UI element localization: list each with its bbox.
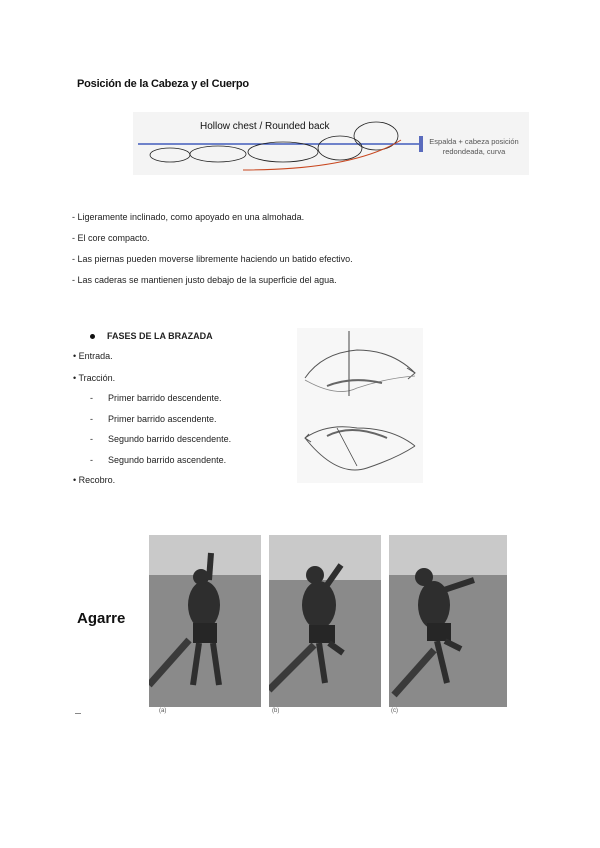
photo-caption-a: (a)	[159, 708, 167, 714]
list-item: - Las piernas pueden moverse libremente haciendo un batido efectivo.	[72, 254, 353, 264]
phase-recobro: • Recobro.	[73, 475, 116, 485]
photo-caption-c: (c)	[391, 708, 398, 714]
list-item: - El core compacto.	[72, 233, 150, 243]
section-title-body-position: Posición de la Cabeza y el Cuerpo	[77, 78, 249, 90]
stroke-path-diagram	[297, 328, 423, 483]
body-position-list	[72, 207, 353, 291]
phase-traccion: • Tracción.	[73, 373, 116, 383]
swimmer-photo-a	[149, 535, 261, 707]
swimmer-photo-c	[389, 535, 507, 707]
divider	[75, 713, 81, 714]
section-title-agarre: Agarre	[77, 610, 126, 627]
diagram-label: Hollow chest / Rounded back	[200, 121, 330, 132]
swimmer-photo-b	[269, 535, 381, 707]
list-item: - Ligeramente inclinado, como apoyado en una almohada.	[72, 212, 305, 222]
sub-phase-4: - Segundo barrido ascendente.	[90, 455, 227, 465]
phases-heading: FASES DE LA BRAZADA	[90, 331, 213, 341]
bullet-icon	[90, 334, 95, 339]
list-item: - Las caderas se mantienen justo debajo de la superficie del agua.	[72, 275, 337, 285]
sub-phase-3: - Segundo barrido descendente.	[90, 434, 232, 444]
sub-phase-1: - Primer barrido descendente.	[90, 393, 222, 403]
diagram-note: Espalda + cabeza posición redondeada, curva	[429, 137, 519, 156]
phase-entrada: • Entrada.	[73, 351, 113, 361]
sub-phase-2: - Primer barrido ascendente.	[90, 414, 217, 424]
photo-caption-b: (b)	[272, 708, 280, 714]
